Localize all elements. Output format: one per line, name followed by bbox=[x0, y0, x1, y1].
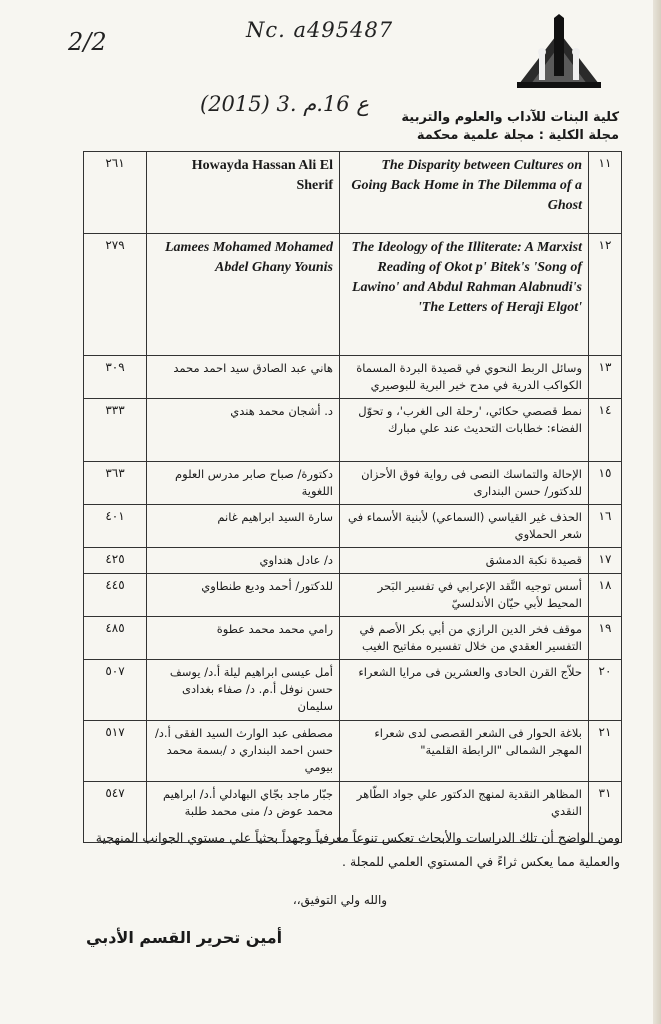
college-name: كلية البنات للآداب والعلوم والتربية bbox=[401, 110, 619, 125]
author-cell: دكتورة/ صباح صابر مدرس العلوم اللغوية bbox=[147, 462, 340, 505]
row-number-cell: ١٧ bbox=[589, 548, 622, 574]
row-number-cell: ١٢ bbox=[589, 234, 622, 356]
table-row bbox=[84, 462, 622, 505]
table-row bbox=[84, 152, 622, 234]
table-row bbox=[84, 721, 622, 782]
page-number-cell: ٤٠١ bbox=[84, 505, 147, 548]
row-number-cell: ١٦ bbox=[589, 505, 622, 548]
row-number-cell: ١٩ bbox=[589, 617, 622, 660]
row-number-cell: ٣١ bbox=[589, 782, 622, 843]
title-cell: وسائل الربط النحوي في قصيدة البردة المسماة الكواكب الدرية في مدح خير البرية للبوصيري bbox=[340, 356, 589, 399]
page-number-cell: ٢٦١ bbox=[84, 152, 147, 234]
row-number-cell: ١٣ bbox=[589, 356, 622, 399]
row-number-cell: ١٤ bbox=[589, 399, 622, 462]
title-cell: أسس توجيه النَّقد الإعرابي في تفسير البَحر المحيط لأبي حيّان الأندلسيّ bbox=[340, 574, 589, 617]
contents-table bbox=[83, 151, 622, 843]
author-cell: سارة السيد ابراهيم غانم bbox=[147, 505, 340, 548]
page-number-cell: ٥٤٧ bbox=[84, 782, 147, 843]
author-cell: Howayda Hassan Ali El Sherif bbox=[147, 152, 340, 234]
author-cell: هاني عبد الصادق سيد احمد محمد bbox=[147, 356, 340, 399]
signature-title: أمين تحرير القسم الأدبي bbox=[86, 928, 283, 947]
author-cell: د. أشجان محمد هندي bbox=[147, 399, 340, 462]
conclusion-text: ومن الواضح أن تلك الدراسات والأبحاث تعكس تنوعاً معرفياً وجهداً بحثياً علي مستوي الجوانب المنهجية والعملية مما يعكس ثراءً في المستوي العلمي للمجلة . bbox=[95, 830, 620, 869]
row-number-cell: ٢١ bbox=[589, 721, 622, 782]
author-cell: Lamees Mohamed Mohamed Abdel Ghany Younis bbox=[147, 234, 340, 356]
page-number-cell: ٤٨٥ bbox=[84, 617, 147, 660]
table-row bbox=[84, 548, 622, 574]
author-cell: د/ عادل هنداوي bbox=[147, 548, 340, 574]
page-number-cell: ٣٠٩ bbox=[84, 356, 147, 399]
page-number-cell: ٤٤٥ bbox=[84, 574, 147, 617]
page-number-cell: ٣٦٣ bbox=[84, 462, 147, 505]
row-number-cell: ١٨ bbox=[589, 574, 622, 617]
author-cell: مصطفى عبد الوارث السيد الفقى أ.د/ حسن احمد البنداري د /بسمة محمد بيومي bbox=[147, 721, 340, 782]
author-cell: أمل عيسى ابراهيم ليلة أ.د/ يوسف حسن نوفل أ.م. د/ صفاء بغدادى سليمان bbox=[147, 660, 340, 721]
table-row bbox=[84, 356, 622, 399]
title-cell: The Ideology of the Illiterate: A Marxist Reading of Okot p' Bitek's 'Song of Lawino' and Abdul Rahman Alabnudi's 'The Letters of Heraji Elgot' bbox=[340, 234, 589, 356]
title-cell: بلاغة الحوار فى الشعر القصصى لدى شعراء المهجر الشمالى "الرابطة القلمية" bbox=[340, 721, 589, 782]
page-number-cell: ٣٣٣ bbox=[84, 399, 147, 462]
page-number-cell: ٥٠٧ bbox=[84, 660, 147, 721]
page-number-cell: ٤٢٥ bbox=[84, 548, 147, 574]
title-cell: المظاهر النقدية لمنهج الدكتور علي جواد الطّاهر النقدي bbox=[340, 782, 589, 843]
table-row bbox=[84, 505, 622, 548]
table-row bbox=[84, 574, 622, 617]
page-edge bbox=[653, 0, 661, 1024]
page-number-cell: ٢٧٩ bbox=[84, 234, 147, 356]
page-number-cell: ٥١٧ bbox=[84, 721, 147, 782]
row-number-cell: ١١ bbox=[589, 152, 622, 234]
title-cell: The Disparity between Cultures on Going Back Home in The Dilemma of a Ghost bbox=[340, 152, 589, 234]
table-row bbox=[84, 660, 622, 721]
row-number-cell: ٢٠ bbox=[589, 660, 622, 721]
title-cell: نمط قصصي حكائي، 'رحلة الى الغرب'، و تحوّل الفضاء: خطابات التحديث عند علي مبارك bbox=[340, 399, 589, 462]
author-cell: للدكتور/ أحمد وديع طنطاوي bbox=[147, 574, 340, 617]
college-logo-icon bbox=[515, 14, 603, 90]
row-number-cell: ١٥ bbox=[589, 462, 622, 505]
table-row bbox=[84, 234, 622, 356]
closing-text: والله ولي التوفيق،، bbox=[292, 893, 388, 907]
journal-name: مجلة الكلية : مجلة علمية محكمة bbox=[416, 128, 619, 143]
title-cell: الإحالة والتماسك النصى فى رواية فوق الأحزان للدكتور/ حسن البندارى bbox=[340, 462, 589, 505]
author-cell: رامي محمد محمد عطوة bbox=[147, 617, 340, 660]
handwritten-page-number: 2/2 bbox=[68, 28, 107, 56]
title-cell: قصيدة نكبة الدمشق bbox=[340, 548, 589, 574]
title-cell: موقف فخر الدين الرازي من أبي بكر الأصم في التفسير العقدي من خلال تفسيره مفاتيح الغيب bbox=[340, 617, 589, 660]
table-row bbox=[84, 617, 622, 660]
handwritten-reference: Nc. a495487 bbox=[246, 18, 394, 42]
title-cell: الحذف غير القياسي (السماعي) لأبنية الأسماء في شعر الحملاوي bbox=[340, 505, 589, 548]
handwritten-date: (2015) 3. ع 16.م bbox=[200, 92, 369, 116]
author-cell: جبّار ماجد بجّاي البهادلي أ.د/ ابراهيم محمد عوض د/ منى محمد طلبة bbox=[147, 782, 340, 843]
title-cell: حلاّج القرن الحادى والعشرين فى مرايا الشعراء bbox=[340, 660, 589, 721]
table-row bbox=[84, 399, 622, 462]
